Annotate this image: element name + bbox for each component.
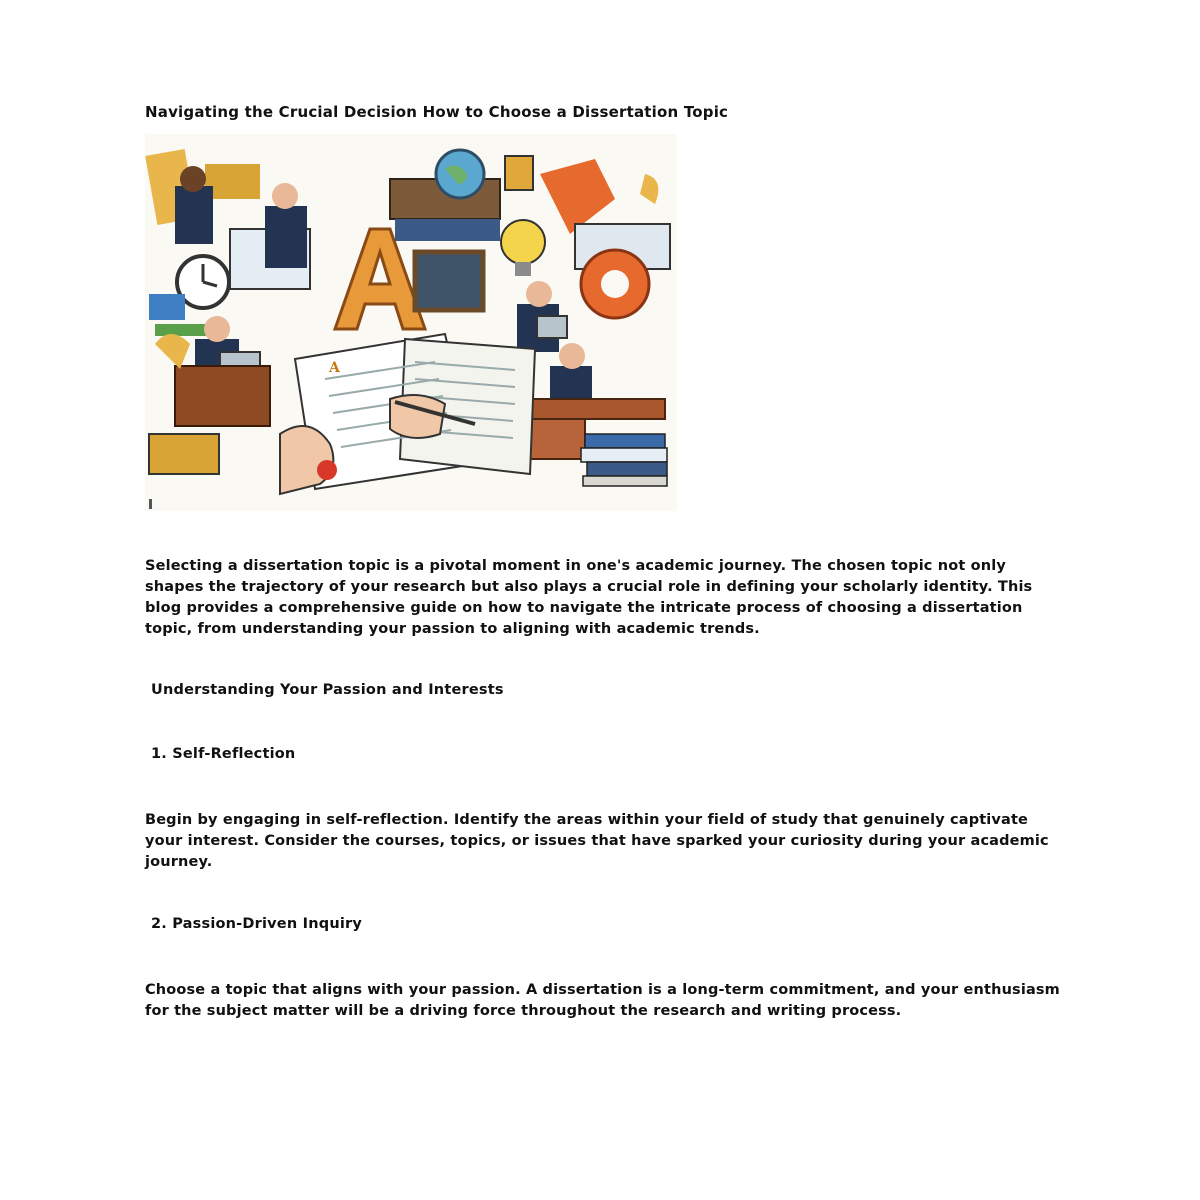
section-heading: Understanding Your Passion and Interests xyxy=(151,682,504,698)
hero-illustration xyxy=(145,134,677,511)
small-a-letter: A xyxy=(329,360,340,376)
article-title: Navigating the Crucial Decision How to Choose a Dissertation Topic xyxy=(145,103,729,121)
subsection-heading-self-reflection: 1. Self-Reflection xyxy=(151,746,296,762)
intro-paragraph: Selecting a dissertation topic is a pivotal moment in one's academic journey. The chosen topic not only shapes the trajectory of your research but also plays a crucial role in defining your scholarly identity. This blog provides a comprehensive guide on how to navigate the intricate process of choosing a dissertation topic, from understanding your passion to aligning with academic trends. xyxy=(145,558,1033,637)
subsection-body-self-reflection: Begin by engaging in self-reflection. Identify the areas within your field of study that genuinely captivate your interest. Consider the courses, topics, or issues that have sparked your curiosity during your academic journey. xyxy=(145,812,1049,870)
subsection-body-passion-driven-inquiry: Choose a topic that aligns with your passion. A dissertation is a long-term commitment, and your enthusiasm for the subject matter will be a driving force throughout the research and writing process. xyxy=(145,982,1060,1019)
academic-illustration-icon xyxy=(145,134,677,511)
subsection-heading-passion-driven-inquiry: 2. Passion-Driven Inquiry xyxy=(151,916,363,932)
